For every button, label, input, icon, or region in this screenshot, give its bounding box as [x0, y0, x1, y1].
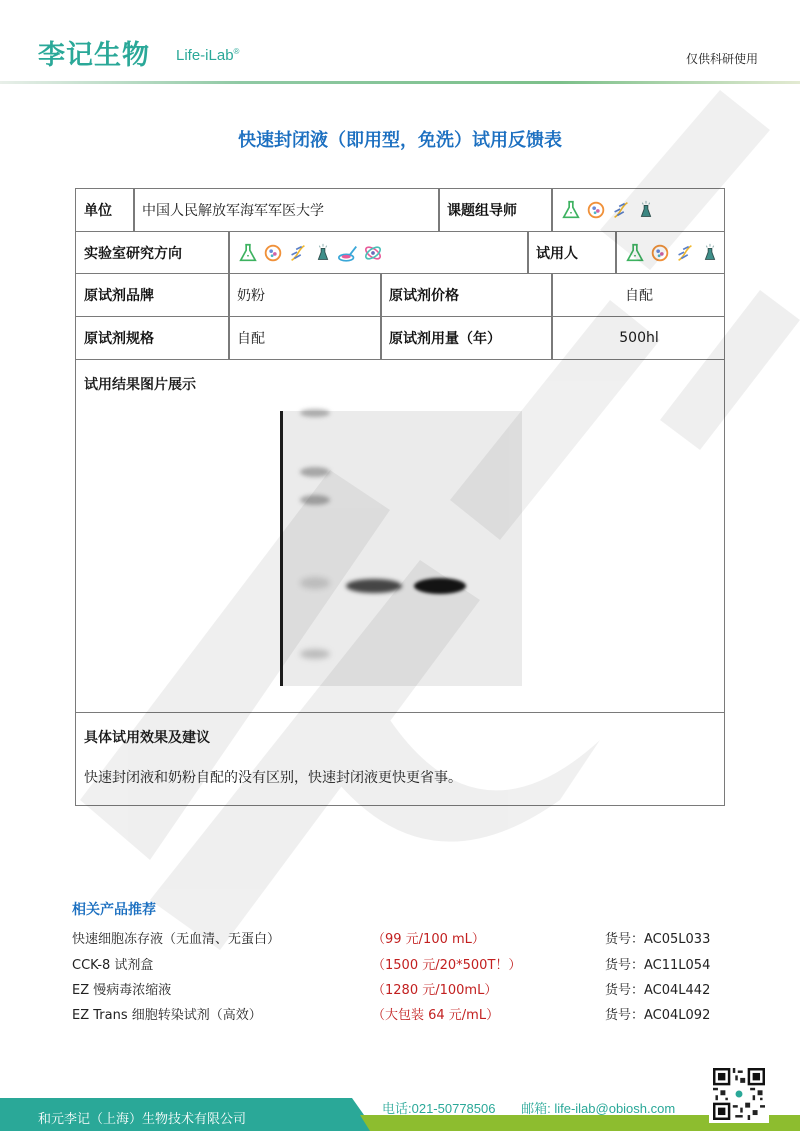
unit-label: 单位 — [84, 203, 112, 219]
result-image-label: 试用结果图片展示 — [84, 377, 196, 393]
header-divider — [0, 81, 800, 84]
brand-logo-en — [176, 47, 239, 64]
marker-band — [300, 409, 330, 417]
cell-icon — [262, 242, 284, 264]
beaker-icon — [312, 242, 334, 264]
product-code: 货号：AC05L033 — [605, 932, 711, 947]
product-code: 货号：AC04L442 — [605, 983, 711, 998]
product-row[interactable] — [72, 954, 732, 974]
product-price: （1500 元/20*500T！） — [372, 958, 522, 973]
phone-number[interactable]: 电话:021-50778506 — [382, 1101, 496, 1116]
product-price: （1280 元/100mL） — [372, 983, 498, 998]
orig-brand-label: 原试剂品牌 — [84, 288, 154, 304]
orig-usage-label: 原试剂用量（年） — [389, 331, 501, 347]
cell-icon — [585, 199, 607, 221]
lab-direction-value — [229, 232, 528, 273]
orig-brand-value: 奶粉 — [237, 288, 265, 304]
western-blot-image — [280, 411, 522, 686]
qr-code[interactable] — [709, 1065, 769, 1123]
blot-edge — [280, 411, 283, 686]
sample-band-blocking-buffer — [414, 578, 466, 594]
email-address[interactable]: 邮箱: life-ilab@obiosh.com — [521, 1101, 676, 1116]
marker-band — [300, 495, 330, 505]
feedback-table — [75, 188, 725, 806]
page-header — [0, 0, 800, 84]
orig-spec-value: 自配 — [237, 331, 265, 347]
lab-direction-label: 实验室研究方向 — [84, 245, 182, 262]
petri-dish-icon — [337, 242, 359, 264]
lab-direction-icons — [237, 242, 384, 264]
company-name: 和元李记（上海）生物技术有限公司 — [38, 1112, 247, 1127]
row-unit — [76, 189, 724, 232]
flask-icon — [560, 199, 582, 221]
orig-spec-label: 原试剂规格 — [84, 331, 154, 347]
page-title: 快速封闭液（即用型，免洗）试用反馈表 — [238, 130, 562, 151]
advisor-value — [552, 189, 726, 231]
beaker-icon — [635, 199, 657, 221]
product-name: CCK-8 试剂盒 — [72, 958, 154, 973]
product-price: （99 元/100 mL） — [372, 932, 485, 947]
flask-icon — [237, 242, 259, 264]
dna-icon — [610, 199, 632, 221]
marker-band — [300, 649, 330, 659]
row-orig-spec — [76, 317, 724, 360]
brand-logo-cn: 李记生物 — [38, 40, 150, 71]
brand-en-text: Life-iLab — [176, 47, 234, 64]
row-lab-direction — [76, 232, 724, 274]
flask-icon — [624, 242, 646, 264]
orig-price-value: 自配 — [625, 288, 653, 304]
contact-info — [382, 1098, 697, 1117]
orig-usage-value: 500hl — [619, 330, 659, 346]
product-price: （大包装 64 元/mL） — [372, 1008, 500, 1023]
row-orig-brand — [76, 274, 724, 317]
registered-mark: ® — [233, 47, 240, 56]
research-use-only-note: 仅供科研使用 — [685, 52, 758, 66]
suggestion-text: 快速封闭液和奶粉自配的没有区别，快速封闭液更快更省事。 — [84, 770, 462, 786]
product-name: 快速细胞冻存液（无血清、无蛋白） — [72, 932, 281, 947]
related-products-title: 相关产品推荐 — [72, 902, 156, 918]
product-row[interactable] — [72, 979, 732, 999]
trial-user-icons — [624, 242, 721, 264]
dna-icon — [674, 242, 696, 264]
qr-code-icon — [712, 1068, 766, 1120]
atom-icon — [362, 242, 384, 264]
product-name: EZ Trans 细胞转染试剂（高效） — [72, 1008, 262, 1023]
unit-value: 中国人民解放军海军军医大学 — [142, 203, 324, 219]
dna-icon — [287, 242, 309, 264]
trial-user-label: 试用人 — [536, 245, 578, 262]
advisor-icons — [560, 199, 657, 221]
cell-icon — [649, 242, 671, 264]
marker-band — [300, 467, 330, 477]
trial-user-value — [616, 232, 726, 273]
row-result-image — [76, 360, 724, 713]
row-suggestion — [76, 713, 724, 807]
sample-band-milk — [346, 579, 402, 593]
suggestion-label: 具体试用效果及建议 — [84, 730, 210, 746]
orig-price-label: 原试剂价格 — [389, 288, 459, 304]
product-row[interactable] — [72, 1004, 732, 1024]
advisor-label: 课题组导师 — [447, 203, 517, 219]
marker-band — [300, 577, 330, 589]
beaker-icon — [699, 242, 721, 264]
product-code: 货号：AC11L054 — [605, 958, 711, 973]
product-code: 货号：AC04L092 — [605, 1008, 711, 1023]
product-row[interactable] — [72, 928, 732, 948]
product-name: EZ 慢病毒浓缩液 — [72, 983, 172, 998]
